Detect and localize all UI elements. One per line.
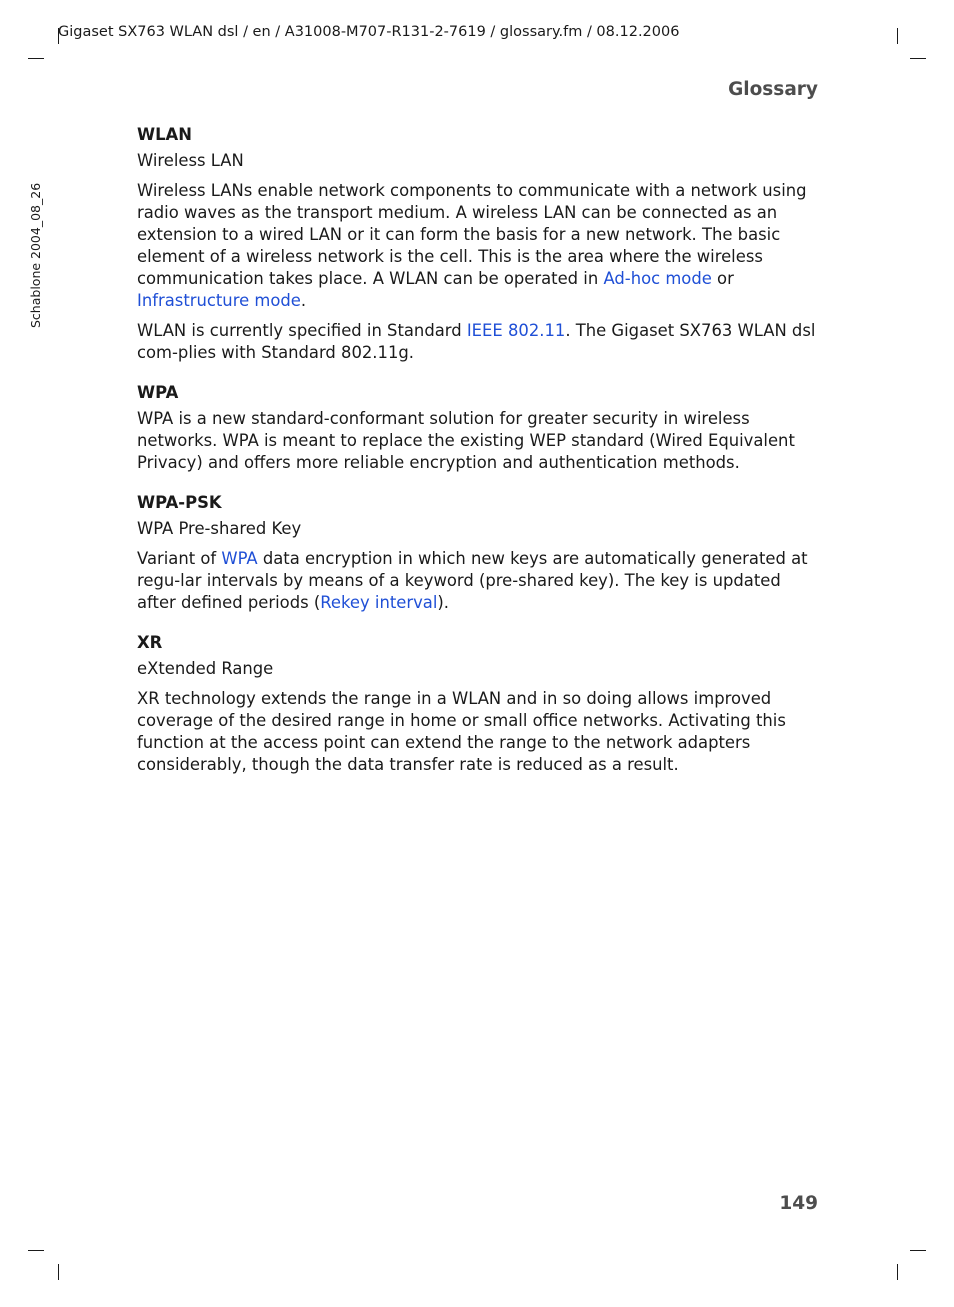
page-number: 149 [779, 1193, 818, 1214]
document-meta: Gigaset SX763 WLAN dsl / en / A31008-M707-R131-2-7619 / glossary.fm / 08.12.2006 [58, 24, 680, 40]
term-expansion: WPA Pre-shared Key [137, 519, 302, 538]
term-expansion: eXtended Range [137, 659, 274, 678]
crop-mark [897, 28, 898, 44]
section-title: Glossary [728, 79, 818, 100]
term-heading: WLAN [137, 125, 192, 144]
term-heading: XR [137, 633, 163, 652]
crop-mark [910, 1250, 926, 1251]
glossary-entry-xr [137, 632, 822, 776]
link-ieee-80211[interactable]: IEEE 802.11 [466, 321, 566, 340]
glossary-content [137, 124, 822, 794]
definition-paragraph: WPA is a new standard-conformant solution for greater security in wireless networks. WPA is meant to replace the existing WEP standard (Wired Equivalent Privacy) and offers more reliable encryption and authentication methods. [137, 409, 795, 472]
link-infrastructure-mode[interactable]: Infrastructure mode [137, 291, 301, 310]
crop-mark [58, 1264, 59, 1280]
crop-mark [910, 58, 926, 59]
glossary-entry-wpa-psk [137, 492, 822, 614]
definition-paragraph: XR technology extends the range in a WLAN and in so doing allows improved coverage of the desired range in home or small office networks. Activating this function at the access point can extend the range to the network adapters considerably, though the data transfer rate is reduced as a result. [137, 689, 786, 774]
link-rekey-interval[interactable]: Rekey interval [320, 593, 438, 612]
glossary-entry-wpa [137, 382, 822, 474]
crop-mark [897, 1264, 898, 1280]
crop-mark [28, 58, 44, 59]
link-wpa[interactable]: WPA [221, 549, 258, 568]
term-heading: WPA-PSK [137, 493, 222, 512]
definition-paragraph: WLAN is currently specified in Standard IEEE 802.11. The Gigaset SX763 WLAN dsl com-plies with Standard 802.11g. [137, 321, 816, 362]
glossary-entry-wlan [137, 124, 822, 364]
template-label: Schablone 2004_08_26 [28, 182, 43, 328]
definition-paragraph: Wireless LANs enable network components to communicate with a network using radio waves as the transport medium. A wireless LAN can be connected as an extension to a wired LAN or it can form the basis for a new network. The basic element of a wireless network is the cell. This is the area where the wireless communication takes place. A WLAN can be operated in Ad-hoc mode or Infrastructure mode. [137, 181, 807, 310]
definition-paragraph: Variant of WPA data encryption in which new keys are automatically generated at regu-lar intervals by means of a keyword (pre-shared key). The key is updated after defined periods (Rekey interval). [137, 549, 808, 612]
term-expansion: Wireless LAN [137, 151, 244, 170]
term-heading: WPA [137, 383, 179, 402]
link-ad-hoc-mode[interactable]: Ad-hoc mode [603, 269, 712, 288]
crop-mark [28, 1250, 44, 1251]
